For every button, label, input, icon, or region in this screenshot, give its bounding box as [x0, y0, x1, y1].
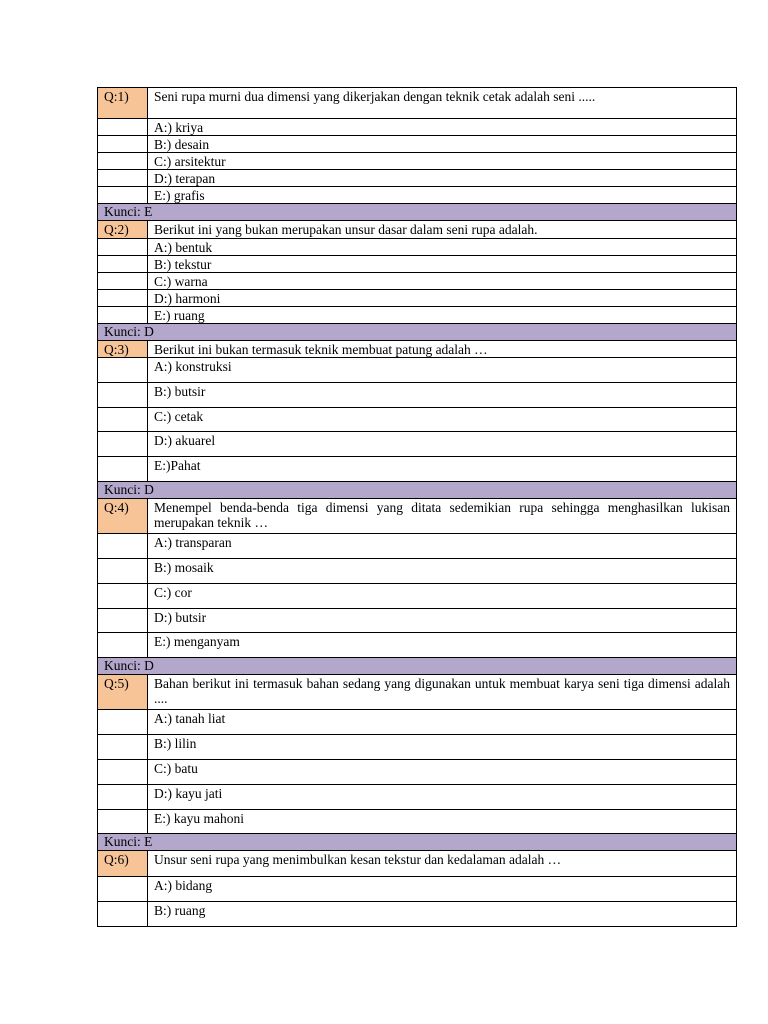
- answer-key: Kunci: E: [98, 834, 737, 851]
- option-spacer: [98, 584, 148, 609]
- option-text: E:) kayu mahoni: [148, 810, 737, 834]
- option-text: D:) butsir: [148, 609, 737, 633]
- option-text: D:) kayu jati: [148, 785, 737, 810]
- option-spacer: [98, 136, 148, 153]
- option-spacer: [98, 559, 148, 584]
- option-text: D:) terapan: [148, 170, 737, 187]
- option-spacer: [98, 457, 148, 482]
- question-text: Berikut ini bukan termasuk teknik membuat patung adalah …: [148, 341, 737, 358]
- question-number: Q:5): [98, 675, 148, 710]
- option-text: B:) desain: [148, 136, 737, 153]
- answer-key-row: [98, 658, 737, 675]
- option-text: B:) lilin: [148, 735, 737, 760]
- option-row: [98, 457, 737, 482]
- answer-key-row: [98, 204, 737, 221]
- question-row: [98, 88, 737, 119]
- option-spacer: [98, 534, 148, 559]
- option-text: A:) bidang: [148, 877, 737, 902]
- option-row: [98, 735, 737, 760]
- option-spacer: [98, 119, 148, 136]
- option-row: [98, 534, 737, 559]
- option-spacer: [98, 170, 148, 187]
- question-row: [98, 675, 737, 710]
- option-row: [98, 408, 737, 432]
- option-row: [98, 383, 737, 408]
- answer-key-row: [98, 324, 737, 341]
- question-number: Q:3): [98, 341, 148, 358]
- option-spacer: [98, 383, 148, 408]
- option-spacer: [98, 358, 148, 383]
- option-text: B:) tekstur: [148, 256, 737, 273]
- option-spacer: [98, 256, 148, 273]
- option-spacer: [98, 290, 148, 307]
- option-text: E:) ruang: [148, 307, 737, 324]
- option-text: B:) butsir: [148, 383, 737, 408]
- option-spacer: [98, 902, 148, 927]
- option-spacer: [98, 153, 148, 170]
- answer-key-row: [98, 482, 737, 499]
- option-row: [98, 877, 737, 902]
- question-row: [98, 851, 737, 877]
- option-row: [98, 119, 737, 136]
- option-row: [98, 290, 737, 307]
- option-text: C:) cetak: [148, 408, 737, 432]
- question-text: Berikut ini yang bukan merupakan unsur dasar dalam seni rupa adalah.: [148, 221, 737, 239]
- option-spacer: [98, 810, 148, 834]
- option-row: [98, 609, 737, 633]
- option-row: [98, 273, 737, 290]
- option-spacer: [98, 760, 148, 785]
- question-text: Unsur seni rupa yang menimbulkan kesan tekstur dan kedalaman adalah …: [148, 851, 737, 877]
- option-text: A:) konstruksi: [148, 358, 737, 383]
- option-row: [98, 785, 737, 810]
- question-row: [98, 499, 737, 534]
- question-number: Q:1): [98, 88, 148, 119]
- option-row: [98, 710, 737, 735]
- question-text: Menempel benda-benda tiga dimensi yang ditata sedemikian rupa sehingga menghasilkan lukisan merupakan teknik …: [148, 499, 737, 534]
- option-text: C:) arsitektur: [148, 153, 737, 170]
- option-row: [98, 810, 737, 834]
- answer-key: Kunci: E: [98, 204, 737, 221]
- answer-key-row: [98, 834, 737, 851]
- option-text: C:) warna: [148, 273, 737, 290]
- option-row: [98, 239, 737, 256]
- quiz-table: [97, 87, 737, 927]
- question-number: Q:6): [98, 851, 148, 877]
- question-text: Bahan berikut ini termasuk bahan sedang yang digunakan untuk membuat karya seni tiga dimensi adalah ....: [148, 675, 737, 710]
- option-row: [98, 902, 737, 927]
- question-number: Q:4): [98, 499, 148, 534]
- option-text: A:) transparan: [148, 534, 737, 559]
- option-spacer: [98, 432, 148, 457]
- option-spacer: [98, 273, 148, 290]
- option-row: [98, 760, 737, 785]
- option-row: [98, 358, 737, 383]
- option-spacer: [98, 735, 148, 760]
- question-number: Q:2): [98, 221, 148, 239]
- option-spacer: [98, 785, 148, 810]
- option-row: [98, 584, 737, 609]
- option-text: B:) mosaik: [148, 559, 737, 584]
- option-text: B:) ruang: [148, 902, 737, 927]
- option-text: D:) akuarel: [148, 432, 737, 457]
- answer-key: Kunci: D: [98, 482, 737, 499]
- option-spacer: [98, 408, 148, 432]
- option-text: E:)Pahat: [148, 457, 737, 482]
- question-row: [98, 341, 737, 358]
- option-spacer: [98, 307, 148, 324]
- answer-key: Kunci: D: [98, 324, 737, 341]
- option-text: E:) grafis: [148, 187, 737, 204]
- option-text: D:) harmoni: [148, 290, 737, 307]
- question-text: Seni rupa murni dua dimensi yang dikerjakan dengan teknik cetak adalah seni .....: [148, 88, 737, 119]
- option-text: A:) tanah liat: [148, 710, 737, 735]
- option-row: [98, 170, 737, 187]
- option-row: [98, 633, 737, 658]
- option-spacer: [98, 633, 148, 658]
- option-text: C:) cor: [148, 584, 737, 609]
- option-text: E:) menganyam: [148, 633, 737, 658]
- option-spacer: [98, 187, 148, 204]
- answer-key: Kunci: D: [98, 658, 737, 675]
- option-row: [98, 432, 737, 457]
- option-row: [98, 559, 737, 584]
- option-spacer: [98, 239, 148, 256]
- option-spacer: [98, 710, 148, 735]
- question-row: [98, 221, 737, 239]
- option-row: [98, 256, 737, 273]
- option-text: A:) kriya: [148, 119, 737, 136]
- option-row: [98, 307, 737, 324]
- option-text: A:) bentuk: [148, 239, 737, 256]
- option-text: C:) batu: [148, 760, 737, 785]
- option-spacer: [98, 609, 148, 633]
- option-row: [98, 187, 737, 204]
- option-row: [98, 153, 737, 170]
- option-row: [98, 136, 737, 153]
- option-spacer: [98, 877, 148, 902]
